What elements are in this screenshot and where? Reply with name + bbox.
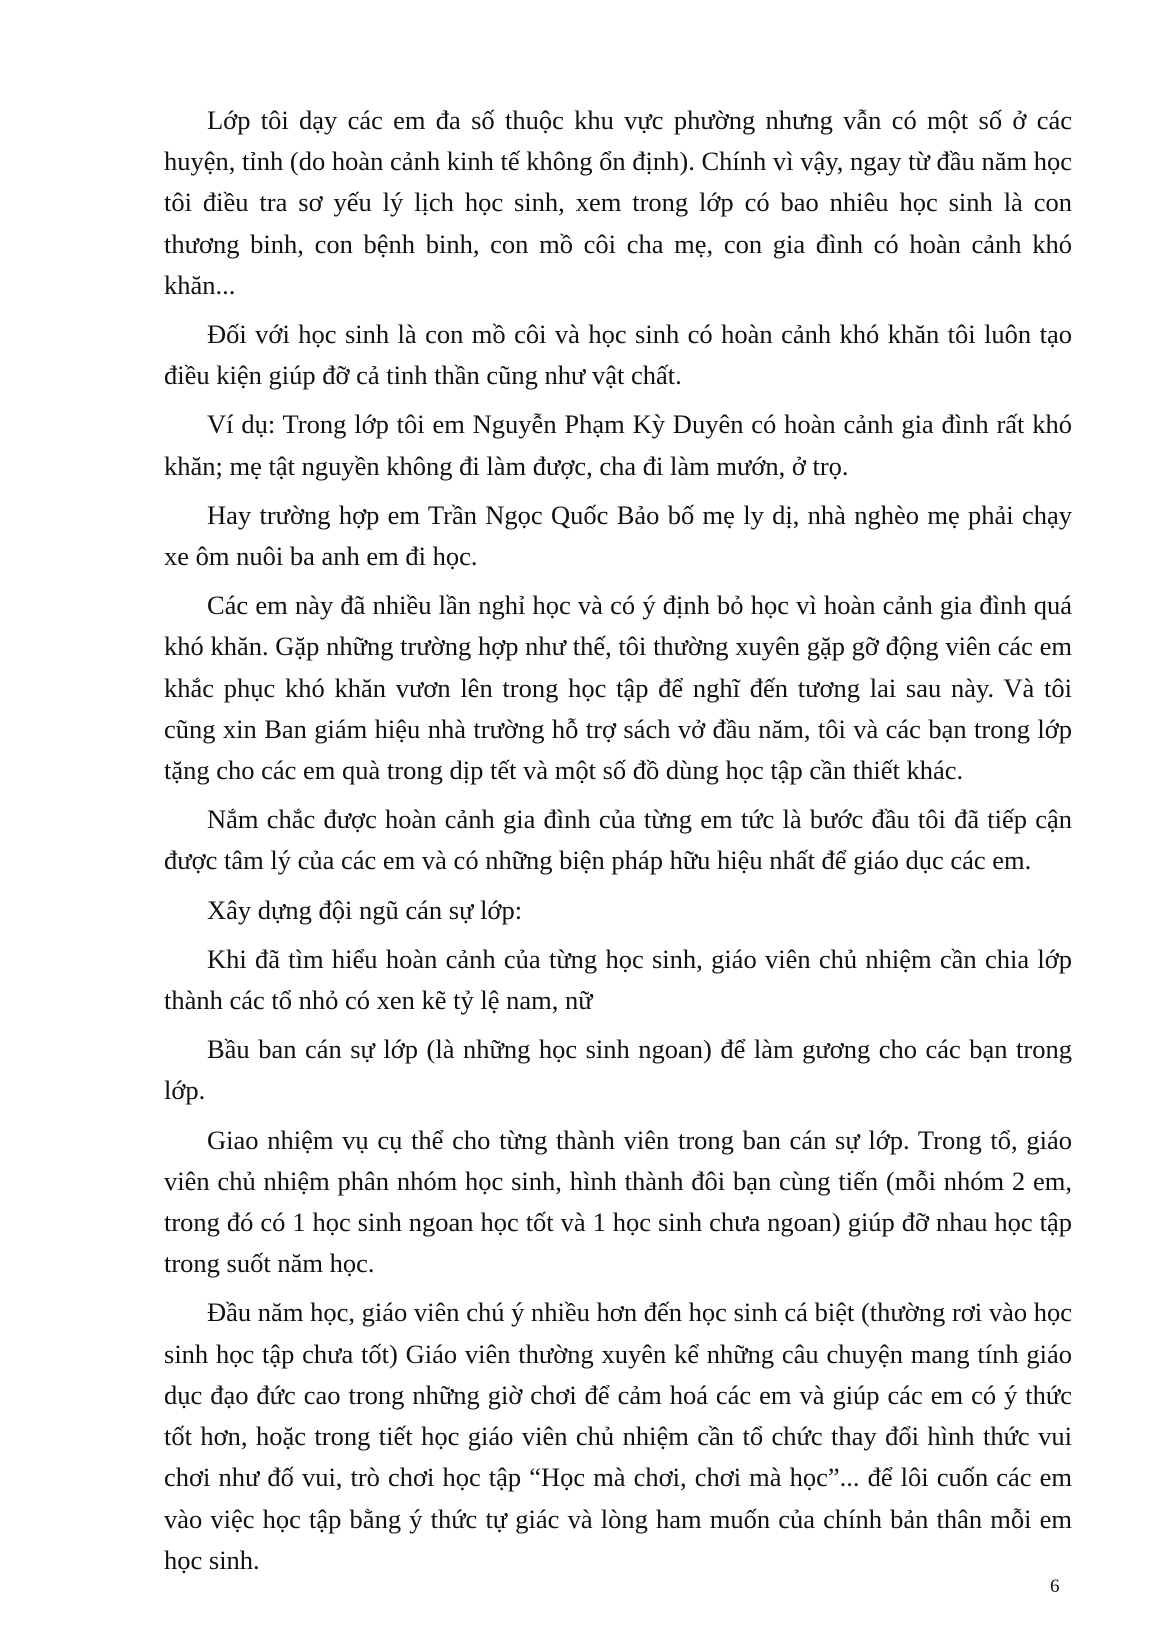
paragraph: Đối với học sinh là con mồ côi và học sinh có hoàn cảnh khó khăn tôi luôn tạo điều kiện giúp đỡ cả tinh thần cũng như vật chất. [164, 319, 1072, 391]
paragraph: Hay trường hợp em Trần Ngọc Quốc Bảo bố mẹ ly dị, nhà nghèo mẹ phải chạy xe ôm nuôi ba anh em đi học. [164, 499, 1072, 572]
paragraph: Lớp tôi dạy các em đa số thuộc khu vực phường nhưng vẫn có một số ở các huyện, tỉnh (do hoàn cảnh kinh tế không ổn định). Chính vì vậy, ngay từ đầu năm học tôi điều tra sơ yếu lý lịch học sinh, xem trong lớp có bao nhiêu học sinh là con thương binh, con bệnh binh, con mồ côi cha mẹ, con gia đình có hoàn cảnh khó khăn... [164, 105, 1072, 300]
paragraph: Bầu ban cán sự lớp (là những học sinh ngoan) để làm gương cho các bạn trong lớp. [164, 1034, 1072, 1106]
paragraph: Các em này đã nhiều lần nghỉ học và có ý định bỏ học vì hoàn cảnh gia đình quá khó khăn. Gặp những trường hợp như thế, tôi thường xuyên gặp gỡ động viên các em khắc phục khó khăn vươn lên trong học tập để nghĩ đến tương lai sau này. Và tôi cũng xin Ban giám hiệu nhà trường hỗ trợ sách vở đầu năm, tôi và các bạn trong lớp tặng cho các em quà trong dịp tết và một số đồ dùng học tập cần thiết khác. [164, 590, 1072, 786]
paragraph: Ví dụ: Trong lớp tôi em Nguyễn Phạm Kỳ Duyên có hoàn cảnh gia đình rất khó khăn; mẹ tật nguyền không đi làm được, cha đi làm mướn, ở trọ. [164, 409, 1072, 481]
paragraph: Giao nhiệm vụ cụ thể cho từng thành viên trong ban cán sự lớp. Trong tổ, giáo viên chủ nhiệm phân nhóm học sinh, hình thành đôi bạn cùng tiến (mỗi nhóm 2 em, trong đó có 1 học sinh ngoan học tốt và 1 học sinh chưa ngoan) giúp đỡ nhau học tập trong suốt năm học. [164, 1124, 1072, 1279]
paragraph: Khi đã tìm hiểu hoàn cảnh của từng học sinh, giáo viên chủ nhiệm cần chia lớp thành các tổ nhỏ có xen kẽ tỷ lệ nam, nữ [164, 943, 1072, 1016]
paragraph: Nắm chắc được hoàn cảnh gia đình của từng em tức là bước đầu tôi đã tiếp cận được tâm lý của các em và có những biện pháp hữu hiệu nhất để giáo dục các em. [164, 804, 1072, 876]
section-heading: Xây dựng đội ngũ cán sự lớp: [207, 894, 523, 925]
paragraph: Đầu năm học, giáo viên chú ý nhiều hơn đến học sinh cá biệt (thường rơi vào học sinh học tập chưa tốt) Giáo viên thường xuyên kể những câu chuyện mang tính giáo dục đạo đức cao trong những giờ chơi để cảm hoá các em và giúp các em có ý thức tốt hơn, hoặc trong tiết học giáo viên chủ nhiệm cần tổ chức thay đổi hình thức vui chơi như đố vui, trò chơi học tập “Học mà chơi, chơi mà học”... để lôi cuốn các em vào việc học tập bằng ý thức tự giác và lòng ham muốn của chính bản thân mỗi em học sinh. [164, 1297, 1072, 1575]
page-number: 6 [1050, 1576, 1060, 1597]
body-text [164, 100, 1072, 1589]
